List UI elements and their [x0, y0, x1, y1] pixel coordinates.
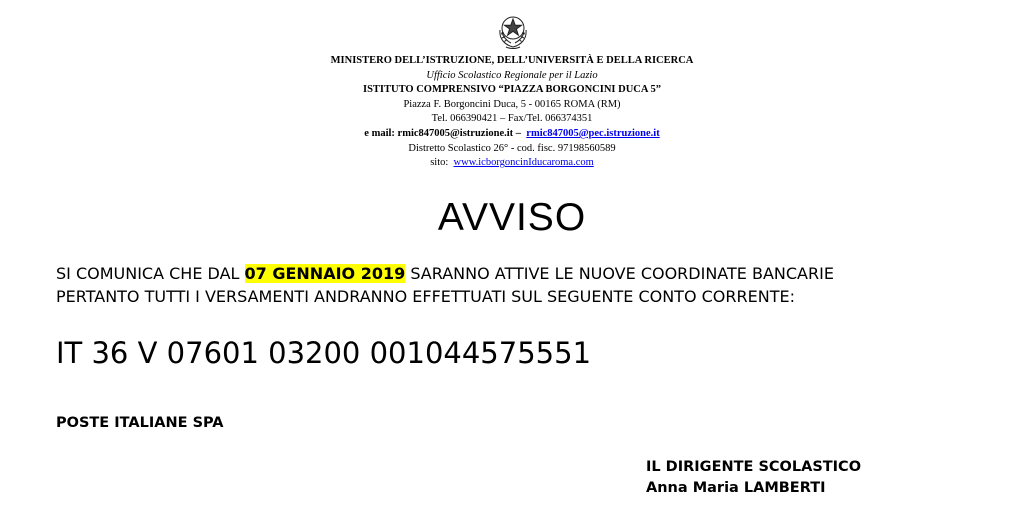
- iban-code: IT 36 V 07601 03200 001044575551: [56, 336, 592, 370]
- italian-republic-emblem-icon: [495, 10, 531, 50]
- signatory-name: Anna Maria LAMBERTI: [646, 480, 826, 496]
- signatory-role: IL DIRIGENTE SCOLASTICO: [646, 459, 862, 475]
- site-link[interactable]: www.icborgoncinIducaroma.com: [453, 157, 594, 169]
- letterhead: [212, 54, 812, 171]
- regional-office: Ufficio Scolastico Regionale per il Lazio: [426, 69, 598, 81]
- site-line: [212, 156, 812, 171]
- email-line: [212, 127, 812, 142]
- district-info: Distretto Scolastico 26° - cod. fisc. 97198560589: [408, 142, 616, 154]
- school-address: Piazza F. Borgoncini Duca, 5 - 00165 ROMA (RM): [403, 98, 621, 110]
- notice-line-1-start: SI COMUNICA CHE DAL: [56, 264, 245, 283]
- bank-name: POSTE ITALIANE SPA: [56, 415, 224, 431]
- site-label: sito:: [430, 157, 449, 169]
- pec-email-link[interactable]: rmic847005@pec.istruzione.it: [526, 127, 660, 139]
- notice-line-2: PERTANTO TUTTI I VERSAMENTI ANDRANNO EFFETTUATI SUL SEGUENTE CONTO CORRENTE:: [56, 287, 795, 306]
- ministry-name: MINISTERO DELL’ISTRUZIONE, DELL’UNIVERSITÀ E DELLA RICERCA: [330, 55, 694, 66]
- school-name: ISTITUTO COMPRENSIVO “PIAZZA BORGONCINI DUCA 5”: [362, 84, 662, 96]
- activation-date: 07 GENNAIO 2019: [244, 264, 406, 283]
- notice-line-1-end: SARANNO ATTIVE LE NUOVE COORDINATE BANCARIE: [405, 264, 834, 283]
- school-phone: Tel. 066390421 – Fax/Tel. 066374351: [431, 113, 593, 125]
- notice-line-1: [56, 264, 834, 284]
- signature-block: [646, 457, 861, 499]
- email-label: e mail: rmic847005@istruzione.it –: [364, 127, 522, 139]
- notice-title: AVVISO: [437, 196, 587, 239]
